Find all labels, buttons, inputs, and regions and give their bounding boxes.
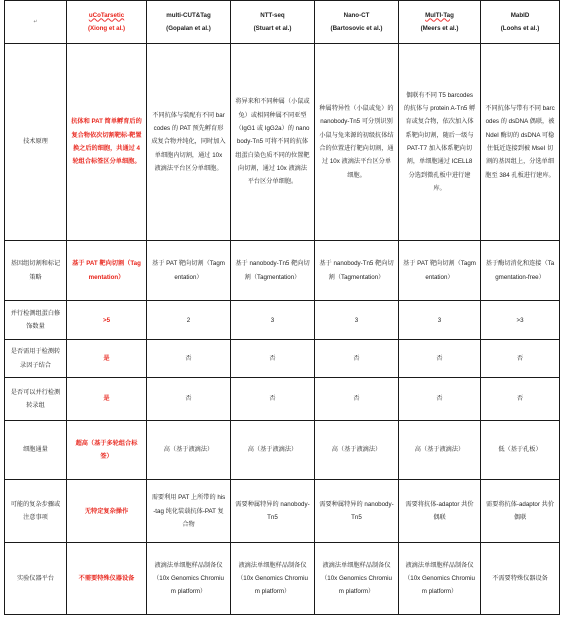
corner-cell: ↵ bbox=[5, 1, 67, 44]
table-cell: 液滴法单细胞样品制备仪（10x Genomics Chromium platform） bbox=[399, 543, 481, 615]
method-name: Nano-CT bbox=[343, 11, 370, 19]
table-cell: 基于 PAT 靶向切割（Tagmentation） bbox=[67, 241, 147, 301]
method-name: MabID bbox=[510, 11, 530, 19]
table-cell: 低（基于孔板） bbox=[481, 420, 560, 479]
table-cell: 否 bbox=[147, 377, 231, 420]
table-cell: 2 bbox=[147, 301, 231, 340]
row-label: 实验仪器平台 bbox=[5, 543, 67, 615]
table-cell: 将异来和不同种属（小鼠或兔）或相同种属不同亚型（IgG1 或 IgG2a）的 nanobody-Tn5 可将不同的抗体组蛋白染色质不同的位置靶向切割，通过 10x 液滴法平台区分单细胞。 bbox=[231, 43, 315, 240]
table-cell: 需要种属特异的 nanobody-Tn5 bbox=[231, 480, 315, 543]
table-row bbox=[5, 480, 560, 543]
method-ref: (Loohs et al.) bbox=[500, 24, 540, 32]
table-cell: 需要将抗体-adaptor 共价偶联 bbox=[399, 480, 481, 543]
table-cell: 需要种属特异的 nanobody-Tn5 bbox=[315, 480, 399, 543]
table-cell: 高（基于液滴法） bbox=[231, 420, 315, 479]
table-row bbox=[5, 241, 560, 301]
comparison-table bbox=[4, 0, 560, 615]
table-cell: 否 bbox=[481, 340, 560, 378]
table-cell: 基于酶切消化和连接（Tagmentation-free） bbox=[481, 241, 560, 301]
table-cell: 不同抗体与带有不同 barcodes 的 dsDNA 偶联，被 NdeI 酶切的 dsDNA 可稳住低近连接到被 MseI 切割的基因组上，分选单细胞至 384 孔板进行建库。 bbox=[481, 43, 560, 240]
row-label: 是否需用于检测转录因子结合 bbox=[5, 340, 67, 378]
method-ref: (Stuart et al.) bbox=[253, 24, 292, 32]
method-header-nano-ct bbox=[315, 1, 399, 44]
table-cell: 无特定复杂操作 bbox=[67, 480, 147, 543]
table-cell: 不同抗体与装配有不同 barcodes 的 PAT 预先孵育形成复合物并纯化，同时加入单细胞内切割，通过 10x 液滴法平台区分单细胞。 bbox=[147, 43, 231, 240]
method-ref: (Gopalan et al.) bbox=[166, 24, 211, 32]
table-row bbox=[5, 301, 560, 340]
row-label: 技术原理 bbox=[5, 43, 67, 240]
row-label: 是否可以并行检测转录组 bbox=[5, 377, 67, 420]
method-name: uCoTarsetic bbox=[88, 11, 125, 19]
table-cell: 是 bbox=[67, 377, 147, 420]
method-ref: (Meers et al.) bbox=[420, 24, 459, 32]
table-row bbox=[5, 543, 560, 615]
table-cell: 需要将抗体-adaptor 共价偶联 bbox=[481, 480, 560, 543]
table-cell: >3 bbox=[481, 301, 560, 340]
table-row bbox=[5, 43, 560, 240]
table-cell: 抗体和 PAT 简单孵育后的复合物依次切割靶标-靶置换之后的细胞，共通过 4 轮组合标签区分单细胞。 bbox=[67, 43, 147, 240]
table-row bbox=[5, 377, 560, 420]
row-label: 可能的复杂步骤或注意事项 bbox=[5, 480, 67, 543]
method-header-mabid bbox=[481, 1, 560, 44]
table-cell: 需要利用 PAT 上所带的 his-tag 纯化装载抗体-PAT 复合物 bbox=[147, 480, 231, 543]
method-ref: (Xiong et al.) bbox=[87, 24, 126, 32]
method-header-ucotarsetic bbox=[67, 1, 147, 44]
table-row bbox=[5, 420, 560, 479]
header-row bbox=[5, 1, 560, 44]
table-row bbox=[5, 340, 560, 378]
table-cell: 否 bbox=[315, 377, 399, 420]
table-cell: 超高（基于多轮组合标签） bbox=[67, 420, 147, 479]
method-header-multi-tag bbox=[399, 1, 481, 44]
table-cell: 高（基于液滴法） bbox=[147, 420, 231, 479]
table-cell: 基于 nanobody-Tn5 靶向切割（Tagmentation） bbox=[231, 241, 315, 301]
table-cell: 否 bbox=[147, 340, 231, 378]
table-cell: 液滴法单细胞样品制备仪（10x Genomics Chromium platform） bbox=[147, 543, 231, 615]
method-name: MulTI-Tag bbox=[425, 11, 454, 19]
table-cell: 否 bbox=[481, 377, 560, 420]
table-cell: 不需要特殊仪器设备 bbox=[481, 543, 560, 615]
method-name: multi-CUT&Tag bbox=[166, 11, 211, 19]
table-cell: 高（基于液滴法） bbox=[399, 420, 481, 479]
row-label: 并行检测组蛋白修饰数量 bbox=[5, 301, 67, 340]
table-cell: 否 bbox=[231, 377, 315, 420]
table-cell: 高（基于液滴法） bbox=[315, 420, 399, 479]
table-cell: 3 bbox=[231, 301, 315, 340]
method-name: NTT-seq bbox=[260, 11, 285, 19]
table-cell: 基于 PAT 靶向切割（Tagmentation） bbox=[399, 241, 481, 301]
table-cell: 基于 nanobody-Tn5 靶向切割（Tagmentation） bbox=[315, 241, 399, 301]
table-cell: 3 bbox=[315, 301, 399, 340]
row-label: 细胞通量 bbox=[5, 420, 67, 479]
table-cell: 液滴法单细胞样品制备仪（10x Genomics Chromium platform） bbox=[231, 543, 315, 615]
table-cell: 种属特异性（小鼠或兔）的 nanobody-Tn5 可分别识别小鼠与兔来源的初级抗体结合的位置进行靶向切割，通过 10x 液滴法平台区分单细胞。 bbox=[315, 43, 399, 240]
table-cell: 偶联有不同 T5 barcodes 的抗体与 protein A-Tn5 孵育或复合物，依次加入体系靶向切割，随后一级与 PAT-T7 加入体系靶向切割，单细胞通过 ICELL8 分选到微孔板中进行建库。 bbox=[399, 43, 481, 240]
table-cell: 否 bbox=[231, 340, 315, 378]
table-cell: >5 bbox=[67, 301, 147, 340]
table-cell: 液滴法单细胞样品制备仪（10x Genomics Chromium platform） bbox=[315, 543, 399, 615]
table-cell: 不需要特殊仪器设备 bbox=[67, 543, 147, 615]
table-cell: 否 bbox=[399, 340, 481, 378]
table-cell: 否 bbox=[315, 340, 399, 378]
row-label: 基因组切割和标记策略 bbox=[5, 241, 67, 301]
method-ref: (Bartosovic et al.) bbox=[330, 24, 383, 32]
method-header-ntt-seq bbox=[231, 1, 315, 44]
table-cell: 基于 PAT 靶向切割（Tagmentation） bbox=[147, 241, 231, 301]
table-cell: 否 bbox=[399, 377, 481, 420]
table-cell: 是 bbox=[67, 340, 147, 378]
table-cell: 3 bbox=[399, 301, 481, 340]
method-header-multi-cuttag bbox=[147, 1, 231, 44]
